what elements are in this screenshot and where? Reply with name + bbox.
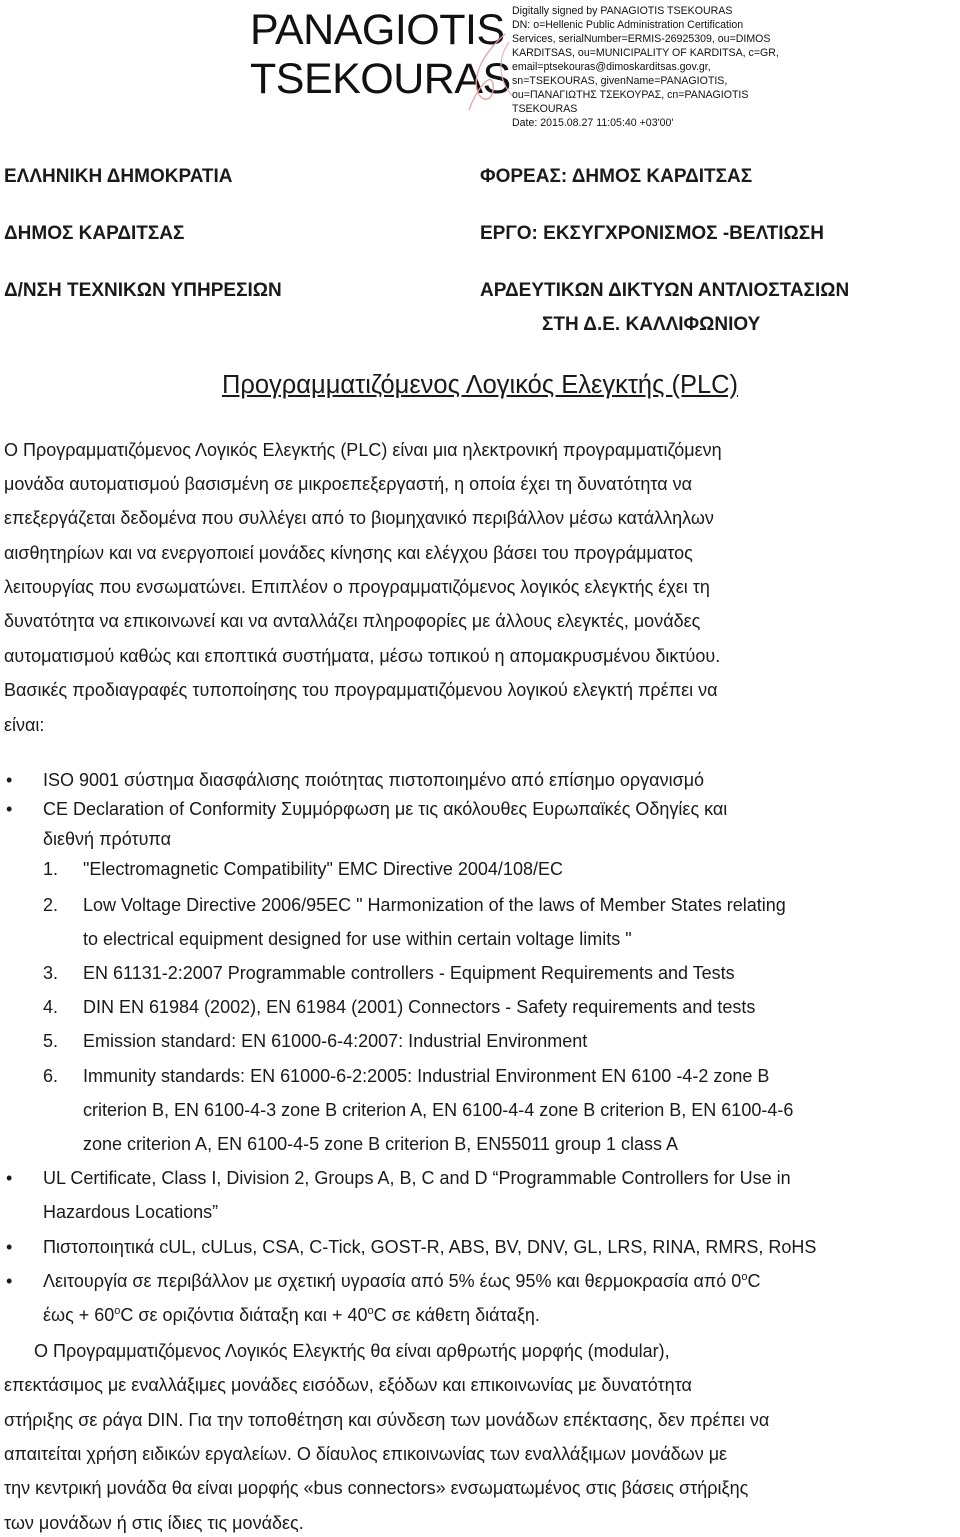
bullet-icon: • bbox=[6, 1237, 13, 1257]
paragraph-line: αισθητηρίων και να ενεργοποιεί μονάδες κίνησης και ελέγχου βάσει του προγράμματος bbox=[4, 543, 693, 563]
signature-detail-line: Services, serialNumber=ERMIS-26925309, ou=DIMOS bbox=[512, 33, 771, 45]
degree-mark: o bbox=[367, 1305, 374, 1317]
numbered-item-continuation: zone criterion A, EN 6100-4-5 zone B criterion B, EN55011 group 1 class A bbox=[83, 1134, 678, 1154]
paragraph-line: δυνατότητα να επικοινωνεί και να ανταλλάζει πληροφορίες με άλλους ελεγκτές, μονάδες bbox=[4, 611, 701, 631]
signature-detail-line: ou=ΠΑΝΑΓΙΩΤΗΣ ΤΣΕΚΟΥΡΑΣ, cn=PANAGIOTIS bbox=[512, 89, 749, 101]
header-left-line: ΔΗΜΟΣ ΚΑΡΔΙΤΣΑΣ bbox=[4, 223, 185, 244]
header-left-line: Δ/ΝΣΗ ΤΕΧΝΙΚΩΝ ΥΠΗΡΕΣΙΩΝ bbox=[4, 280, 282, 301]
header-right-line: ΕΡΓΟ: ΕΚΣΥΓΧΡΟΝΙΣΜΟΣ -ΒΕΛΤΙΩΣΗ bbox=[480, 223, 824, 244]
bullet-icon: • bbox=[6, 1168, 13, 1188]
header-right-line: ΑΡΔΕΥΤΙΚΩΝ ΔΙΚΤΥΩΝ ΑΝΤΛΙΟΣΤΑΣΙΩΝ bbox=[480, 280, 850, 301]
list-item: ISO 9001 σύστημα διασφάλισης ποιότητας πιστοποιημένο από επίσημο οργανισμό bbox=[43, 770, 705, 790]
numbered-item-continuation: criterion B, EN 6100-4-3 zone B criterion A, EN 6100-4-4 zone B criterion B, EN 6100-4-6 bbox=[83, 1100, 794, 1120]
list-number: 2. bbox=[43, 895, 59, 915]
list-item-continuation: διεθνή πρότυπα bbox=[43, 829, 172, 849]
signature-detail-line: email=ptsekouras@dimoskarditsas.gov.gr, bbox=[512, 61, 711, 73]
paragraph-line: Βασικές προδιαγραφές τυποποίησης του προγραμματιζόμενου λογικού ελεγκτή πρέπει να bbox=[4, 680, 718, 700]
signature-detail-line: DN: o=Hellenic Public Administration Certification bbox=[512, 19, 744, 31]
paragraph-line: την κεντρική μονάδα θα είναι μορφής «bus connectors» ενσωματωμένος στις βάσεις στήριξης bbox=[4, 1478, 749, 1498]
signature-detail-line: sn=TSEKOURAS, givenName=PANAGIOTIS, bbox=[512, 75, 728, 87]
header-right-line: ΦΟΡΕΑΣ: ΔΗΜΟΣ ΚΑΡΔΙΤΣΑΣ bbox=[480, 166, 753, 187]
env-text: C σε κάθετη διάταξη. bbox=[373, 1305, 540, 1325]
list-number: 5. bbox=[43, 1031, 59, 1051]
signature-detail-line: TSEKOURAS bbox=[512, 103, 578, 115]
list-number: 6. bbox=[43, 1066, 59, 1086]
paragraph-line: είναι: bbox=[4, 715, 45, 735]
numbered-item: "Electromagnetic Compatibility" EMC Directive 2004/108/EC bbox=[83, 859, 563, 879]
env-text: C σε οριζόντια διάταξη και + 40 bbox=[120, 1305, 368, 1325]
bullet-icon: • bbox=[6, 770, 13, 790]
header-right-line: ΣΤΗ Δ.Ε. ΚΑΛΛΙΦΩΝΙΟΥ bbox=[542, 314, 761, 335]
list-item: UL Certificate, Class I, Division 2, Groups A, B, C and D “Programmable Controllers for Use in bbox=[43, 1168, 791, 1188]
numbered-item: Low Voltage Directive 2006/95EC " Harmonization of the laws of Member States relating bbox=[83, 895, 786, 915]
header-left-line: ΕΛΛΗΝΙΚΗ ΔΗΜΟΚΡΑΤΙΑ bbox=[4, 166, 233, 187]
numbered-item-continuation: to electrical equipment designed for use within certain voltage limits " bbox=[83, 929, 632, 949]
numbered-item: DIN EN 61984 (2002), EN 61984 (2001) Connectors - Safety requirements and tests bbox=[83, 997, 756, 1017]
numbered-item: Immunity standards: EN 61000-6-2:2005: Industrial Environment EN 6100 -4-2 zone B bbox=[83, 1066, 770, 1086]
document-title: Προγραμματιζόμενος Λογικός Ελεγκτής (PLC) bbox=[221, 371, 739, 399]
numbered-item: EN 61131-2:2007 Programmable controllers - Equipment Requirements and Tests bbox=[83, 963, 735, 983]
paragraph-line: λειτουργίας που ενσωματώνει. Επιπλέον ο προγραμματιζόμενος λογικός ελεγκτής έχει τη bbox=[4, 577, 710, 597]
paragraph-line: μονάδα αυτοματισμού βασισμένη σε μικροεπεξεργαστή, η οποία έχει τη δυνατότητα να bbox=[4, 474, 693, 494]
numbered-item: Emission standard: EN 61000-6-4:2007: Industrial Environment bbox=[83, 1031, 588, 1051]
env-text: C bbox=[747, 1271, 761, 1291]
list-item-continuation: Hazardous Locations” bbox=[43, 1202, 219, 1222]
paragraph-line: Ο Προγραμματιζόμενος Λογικός Ελεγκτής θα είναι αρθρωτής μορφής (modular), bbox=[4, 1341, 670, 1361]
paragraph-line: απαιτείται χρήση ειδικών εργαλείων. Ο δίαυλος επικοινωνίας των εναλλάξιμων μονάδων με bbox=[4, 1444, 728, 1464]
degree-mark: o bbox=[741, 1271, 748, 1283]
paragraph-line: επεξεργάζεται δεδομένα που συλλέγει από το βιομηχανικό περιβάλλον μέσω κατάλληλων bbox=[4, 508, 714, 528]
signature-details bbox=[512, 4, 779, 130]
paragraph-line: στήριξης σε ράγα DIN. Για την τοποθέτηση και σύνδεση των μονάδων επέκτασης, δεν πρέπει να bbox=[4, 1410, 770, 1430]
signature-detail-line: Date: 2015.08.27 11:05:40 +03'00' bbox=[512, 117, 674, 129]
signer-name-line1: PANAGIOTIS bbox=[250, 6, 505, 54]
list-item bbox=[43, 1271, 760, 1292]
list-item: CE Declaration of Conformity Συμμόρφωση με τις ακόλουθες Ευρωπαϊκές Οδηγίες και bbox=[43, 799, 728, 819]
list-number: 3. bbox=[43, 963, 59, 983]
digital-signature bbox=[250, 4, 960, 129]
signer-name-line2: TSEKOURAS bbox=[250, 55, 511, 103]
paragraph-line: των μονάδων ή στις ίδιες τις μονάδες. bbox=[4, 1513, 304, 1533]
env-text: Λειτουργία σε περιβάλλον με σχετική υγρασία από 5% έως 95% και θερμοκρασία από 0 bbox=[43, 1271, 742, 1291]
list-number: 1. bbox=[43, 859, 59, 879]
paragraph-line: αυτοματισμού καθώς και εποπτικά συστήματα, μέσω τοπικού η απομακρυσμένου δικτύου. bbox=[4, 646, 721, 666]
list-item-continuation bbox=[43, 1305, 540, 1326]
bullet-icon: • bbox=[6, 799, 13, 819]
list-number: 4. bbox=[43, 997, 59, 1017]
degree-mark: o bbox=[114, 1305, 121, 1317]
signature-detail-line: KARDITSAS, ou=MUNICIPALITY OF KARDITSA, c=GR, bbox=[512, 47, 779, 59]
list-item: Πιστοποιητικά cUL, cULus, CSA, C-Tick, GOST-R, ABS, BV, DNV, GL, LRS, RINA, RMRS, RoHS bbox=[43, 1237, 817, 1257]
signature-detail-line: Digitally signed by PANAGIOTIS TSEKOURAS bbox=[512, 5, 733, 17]
env-text: έως + 60 bbox=[43, 1305, 115, 1325]
paragraph-line: Ο Προγραμματιζόμενος Λογικός Ελεγκτής (PLC) είναι μια ηλεκτρονική προγραμματιζόμενη bbox=[4, 440, 722, 460]
paragraph-line: επεκτάσιμος με εναλλάξιμες μονάδες εισόδων, εξόδων και επικοινωνίας με δυνατότητα bbox=[4, 1375, 692, 1395]
bullet-icon: • bbox=[6, 1271, 13, 1291]
